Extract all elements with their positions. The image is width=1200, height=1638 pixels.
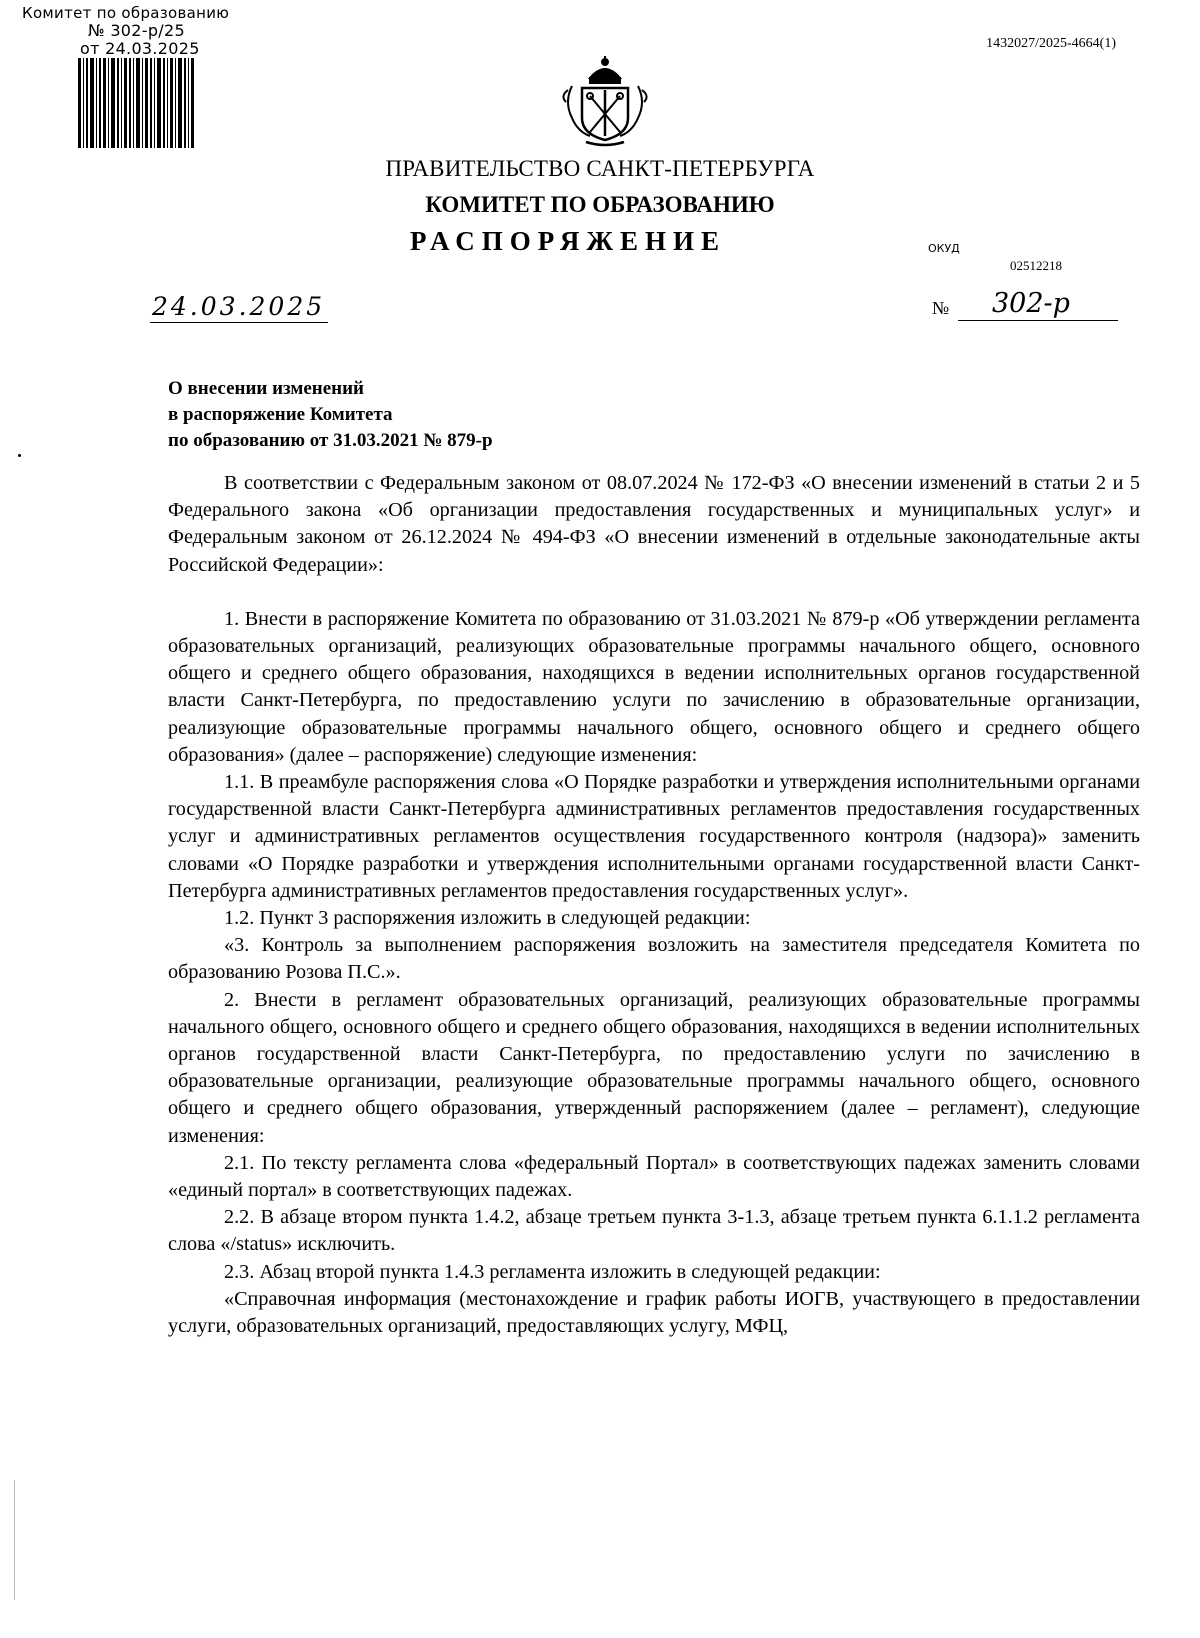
handwritten-date: 24.03.2025 [152, 292, 326, 321]
preamble-paragraph: В соответствии с Федеральным законом от 08.07.2024 № 172-ФЗ «О внесении изменений в статьи 2 и 5 Федерального закона «Об организации предоставления государственных и муниципальных услуг» и Федеральным законом от 26.12.2024 № 494-ФЗ «О внесении изменений в отдельные законодательные акты Российской Федерации»: [168, 472, 1140, 576]
body-paragraph: 1.2. Пункт 3 распоряжения изложить в следующей редакции: [224, 907, 751, 930]
document-id: 1432027/2025-4664(1) [986, 36, 1116, 51]
scan-speck [18, 454, 21, 457]
subject-line: О внесении изменений [168, 378, 365, 399]
body-paragraph: 1.1. В преамбуле распоряжения слова «О Порядке разработки и утверждения исполнительными органами государственной власти Санкт-Петербурга административных регламентов предоставления государственных услуг и административных регламентов осуществления государственного контроля (надзора)» заменить словами «О Порядке разработки и утверждения исполнительными органами государственной власти Санкт-Петербурга административных регламентов предоставления государственных услуг». [168, 771, 1140, 902]
registration-stamp [22, 4, 229, 58]
committee-title: КОМИТЕТ ПО ОБРАЗОВАНИЮ [425, 192, 775, 217]
body-paragraph: 1. Внести в распоряжение Комитета по образованию от 31.03.2021 № 879-р «Об утверждении регламента образовательных организаций, реализующих образовательные программы начального общего, основного общего и среднего общего образования, находящихся в ведении исполнительных органов государственной власти Санкт-Петербурга, по предоставлению услуги по зачислению в образовательные организации, реализующие образовательные программы начального общего, основного общего и среднего общего образования» (далее – распоряжение) следующие изменения: [168, 607, 1140, 766]
coat-of-arms-emblem [560, 56, 650, 148]
date-underline [150, 322, 328, 323]
barcode [78, 58, 194, 148]
stamp-number: № 302-р/25 [88, 21, 185, 40]
number-underline [958, 320, 1118, 321]
okud-code: 02512218 [1010, 258, 1062, 273]
government-title: ПРАВИТЕЛЬСТВО САНКТ-ПЕТЕРБУРГА [385, 156, 815, 181]
stamp-org: Комитет по образованию [22, 4, 230, 22]
subject-line: по образованию от 31.03.2021 № 879-р [168, 430, 493, 451]
body-paragraph: 2.3. Абзац второй пункта 1.4.3 регламента изложить в следующей редакции: [224, 1260, 881, 1283]
number-label: № [932, 298, 950, 318]
body-paragraph: 2.1. По тексту регламента слова «федеральный Портал» в соответствующих падежах заменить словами «единый портал» в соответствующих падежах. [168, 1151, 1140, 1202]
body-paragraph: 2. Внести в регламент образовательных организаций, реализующих образовательные программы начального общего, основного общего и среднего общего образования, находящихся в ведении исполнительных органов государственной власти Санкт-Петербурга, по предоставлению услуги по зачислению в образовательные организации, реализующие образовательные программы начального общего, основного общего и среднего общего образования, утвержденный распоряжением (далее – регламент), следующие изменения: [168, 988, 1140, 1147]
okud-label: ОКУД [928, 242, 960, 255]
body-paragraph: «3. Контроль за выполнением распоряжения возложить на заместителя председателя Комитета по образованию Розова П.С.». [168, 934, 1140, 984]
subject-line: в распоряжение Комитета [168, 404, 393, 425]
document-type: РАСПОРЯЖЕНИЕ [410, 226, 727, 256]
handwritten-number: 302-р [992, 288, 1070, 319]
body-paragraph: «Справочная информация (местонахождение и график работы ИОГВ, участвующего в предоставлении услуги, образовательных организаций, предоставляющих услугу, МФЦ, [168, 1287, 1140, 1338]
scan-edge-line [14, 1480, 15, 1600]
document-body [168, 470, 1140, 1340]
document-subject [168, 376, 493, 454]
stamp-date: от 24.03.2025 [80, 39, 200, 58]
body-paragraph: 2.2. В абзаце втором пункта 1.4.2, абзаце третьем пункта 3-1.3, абзаце третьем пункта 6.1.1.2 регламента слова «/status» исключить. [168, 1206, 1140, 1256]
